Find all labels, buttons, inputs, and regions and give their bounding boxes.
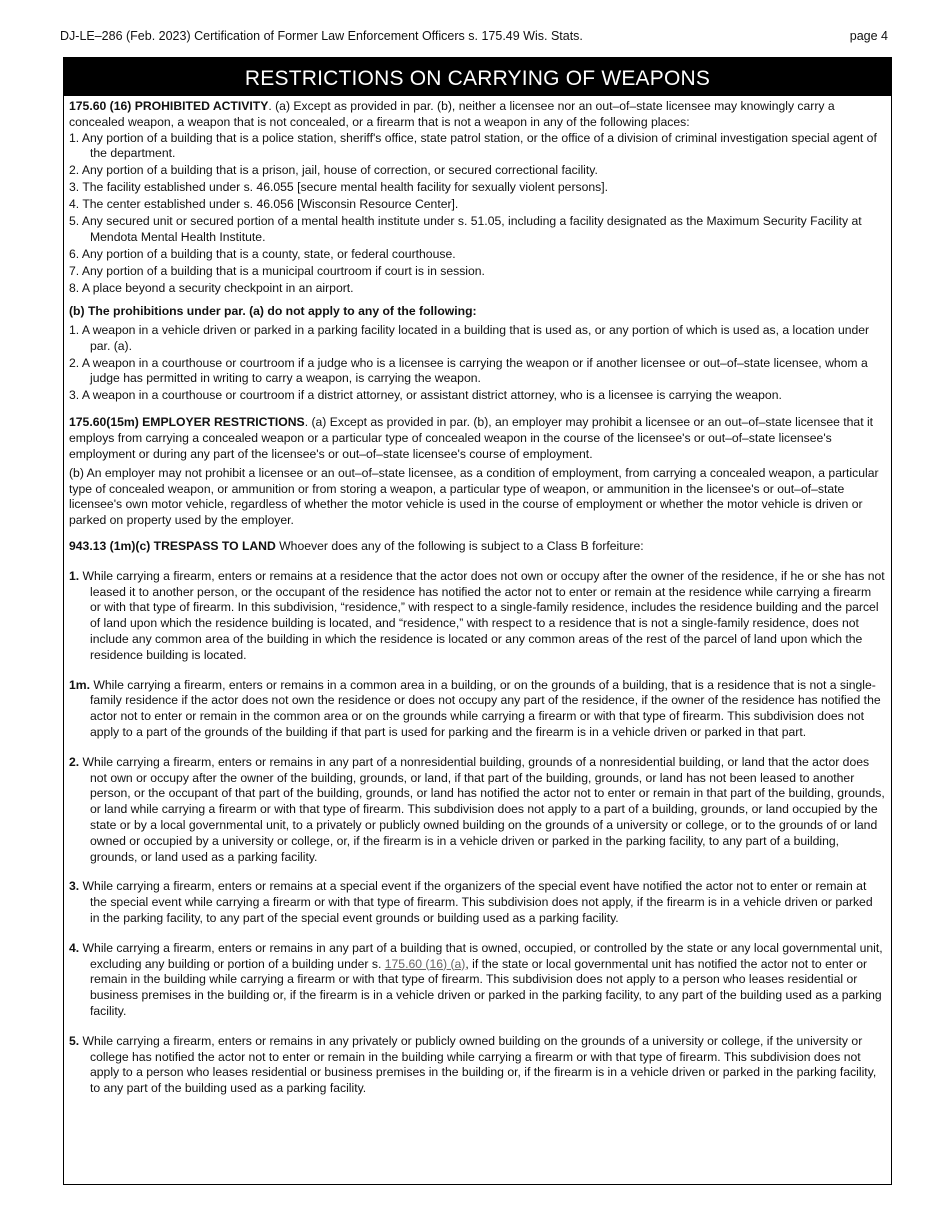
- list-item: 3. The facility established under s. 46.055 [secure mental health facility for sexually violent persons].: [69, 180, 609, 195]
- prohibited-activity-heading: 175.60 (16) PROHIBITED ACTIVITY: [69, 99, 269, 113]
- trespass-item: 4. While carrying a firearm, enters or remains in any part of a building that is owned, occupied, or controlled by the state or any local governmental unit, excluding any building or portion of a building under s. 175.60 (16) (a), if the state or local governmental unit has notified the actor not to enter or remain in the building while carrying a firearm or with that type of firearm. This subdivision does not apply to a person who leases residential or business premises in the building or, if the firearm is in a vehicle driven or parked in the parking facility, to any part of the building used as a parking facility.: [69, 940, 883, 1018]
- page-number: page 4: [849, 29, 888, 43]
- trespass-item: 1m. While carrying a firearm, enters or remains in a common area in a building, or on the grounds of a building, that is a residence that is not a single-family residence if the actor does not own the residence or does not occupy any part of the residence, if the owner of the residence has notified the actor not to enter or remain in the common area or on the grounds while carrying a firearm or with that type of firearm. This subdivision does not apply to a part of the grounds of the building if that part is used for parking and the firearm is in a vehicle driven or parked in that part.: [69, 677, 881, 739]
- statute-link[interactable]: 175.60 (16) (a): [384, 956, 466, 971]
- prohibited-activity-intro: 175.60 (16) PROHIBITED ACTIVITY. (a) Except as provided in par. (b), neither a licensee nor an out–of–state licensee may knowingly carry a concealed weapon, a weapon that is not concealed, or a firearm that is not a weapon in any of the following places:: [69, 99, 835, 129]
- list-item: 1. Any portion of a building that is a police station, sheriff's office, state patrol station, or the office of a division of criminal investigation special agent of the department.: [69, 130, 877, 161]
- form-identifier: DJ-LE–286 (Feb. 2023) Certification of Former Law Enforcement Officers s. 175.49 Wis. Stats.: [60, 29, 583, 43]
- exceptions-heading: (b) The prohibitions under par. (a) do not apply to any of the following:: [69, 304, 477, 319]
- page-header: [60, 29, 888, 47]
- trespass-item: 5. While carrying a firearm, enters or remains in any privately or publicly owned building on the grounds of a university or college, if the university or college has notified the actor not to enter or remain in the building while carrying a firearm or with that type of firearm. This subdivision does not apply to a person who leases residential or business premises in the building or, if the firearm is in a vehicle driven or parked in the parking facility, to any part of the building used as a parking facility.: [69, 1033, 877, 1096]
- document-frame: [63, 57, 892, 1185]
- list-item: 6. Any portion of a building that is a county, state, or federal courthouse.: [69, 247, 456, 262]
- list-item: 4. The center established under s. 46.056 [Wisconsin Resource Center].: [69, 197, 459, 212]
- prohibited-places-list: [69, 131, 885, 297]
- list-item: 2. Any portion of a building that is a prison, jail, house of correction, or secured correctional facility.: [69, 163, 598, 178]
- list-item: 5. Any secured unit or secured portion of a mental health institute under s. 51.05, including a facility designated as the Maximum Security Facility at Mendota Mental Health Institute.: [69, 214, 862, 245]
- list-item: 8. A place beyond a security checkpoint in an airport.: [69, 281, 354, 296]
- employer-restrictions-a: 175.60(15m) EMPLOYER RESTRICTIONS. (a) Except as provided in par. (b), an employer may prohibit a licensee or an out–of–state licensee that it employs from carrying a concealed weapon or a particular type of concealed weapon in the course of the licensee's or out–of–state licensee's employment or during any part of the licensee's or out–of–state licensee's course of employment.: [69, 415, 874, 461]
- list-item: 3. A weapon in a courthouse or courtroom if a district attorney, or assistant district attorney, who is a licensee is carrying the weapon.: [69, 388, 782, 403]
- exceptions-list: [69, 323, 885, 404]
- list-item: 1. A weapon in a vehicle driven or parked in a parking facility located in a building that is used as, or any portion of which is used as, a location under par. (a).: [69, 322, 870, 353]
- document-body: [64, 96, 891, 1097]
- employer-restrictions-heading: 175.60(15m) EMPLOYER RESTRICTIONS: [69, 415, 305, 430]
- trespass-item: 2. While carrying a firearm, enters or remains in any part of a nonresidential building, grounds of a nonresidential building, or land that the actor does not own or occupy after the owner of the building, grounds, or land, if that part of the building, grounds, or land has not been leased to another person, or the occupant of that part of the building, grounds, or land has notified the actor not to enter or remain in that part of the building, grounds, or land while carrying a firearm or with that type of firearm. This subdivision does not apply to a part of a building, grounds, or land occupied by the state or by a local governmental unit, to a privately or publicly owned building on the grounds of a university or college, or to the grounds of or land owned or occupied by a university or college, or, if the firearm is in a vehicle driven or parked in the parking facility, to any part of a building, grounds, or land used as a parking facility.: [69, 754, 885, 864]
- employer-restrictions-b: (b) An employer may not prohibit a licensee or an out–of–state licensee, as a condition of employment, from carrying a concealed weapon, a particular type of concealed weapon, or ammunition or from storing a weapon, a particular type of weapon, or ammunition in the licensee's or out–of–state licensee's own motor vehicle, regardless of whether the motor vehicle is used in the course of employment or whether the motor vehicle is driven or parked on property used by the employer.: [69, 465, 879, 528]
- list-item: 2. A weapon in a courthouse or courtroom if a judge who is a licensee is carrying the weapon or if another licensee or out–of–state licensee, whom a judge has permitted in writing to carry a weapon, is carrying the weapon.: [69, 355, 868, 386]
- trespass-item: 3. While carrying a firearm, enters or remains at a special event if the organizers of the special event have notified the actor not to enter or remain at the special event while carrying a firearm or with that type of firearm. This subdivision does not apply, if the firearm is in a vehicle driven or parked in the parking facility, to any part of the special event grounds or building used as a parking facility.: [69, 879, 873, 925]
- trespass-intro: 943.13 (1m)(c) TRESPASS TO LAND Whoever does any of the following is subject to a Class B forfeiture:: [69, 538, 644, 553]
- section-banner: RESTRICTIONS ON CARRYING OF WEAPONS: [64, 58, 891, 96]
- list-item: 7. Any portion of a building that is a municipal courtroom if court is in session.: [69, 264, 485, 279]
- trespass-item: 1. While carrying a firearm, enters or remains at a residence that the actor does not own or occupy after the owner of the residence, if he or she has not leased it to another person, or the occupant of the residence has notified the actor not to enter or remain at the residence while carrying a firearm or with that type of firearm. In this subdivision, “residence,” with respect to a single-family residence, includes the residence building and the parcel of land upon which the residence building is located, and “residence,” with respect to a residence that is not a single-family residence, does not include any common area of the building in which the residence is located or any common areas of the rest of the parcel of land upon which the residence building is located.: [69, 568, 885, 662]
- trespass-heading: 943.13 (1m)(c) TRESPASS TO LAND: [69, 538, 276, 553]
